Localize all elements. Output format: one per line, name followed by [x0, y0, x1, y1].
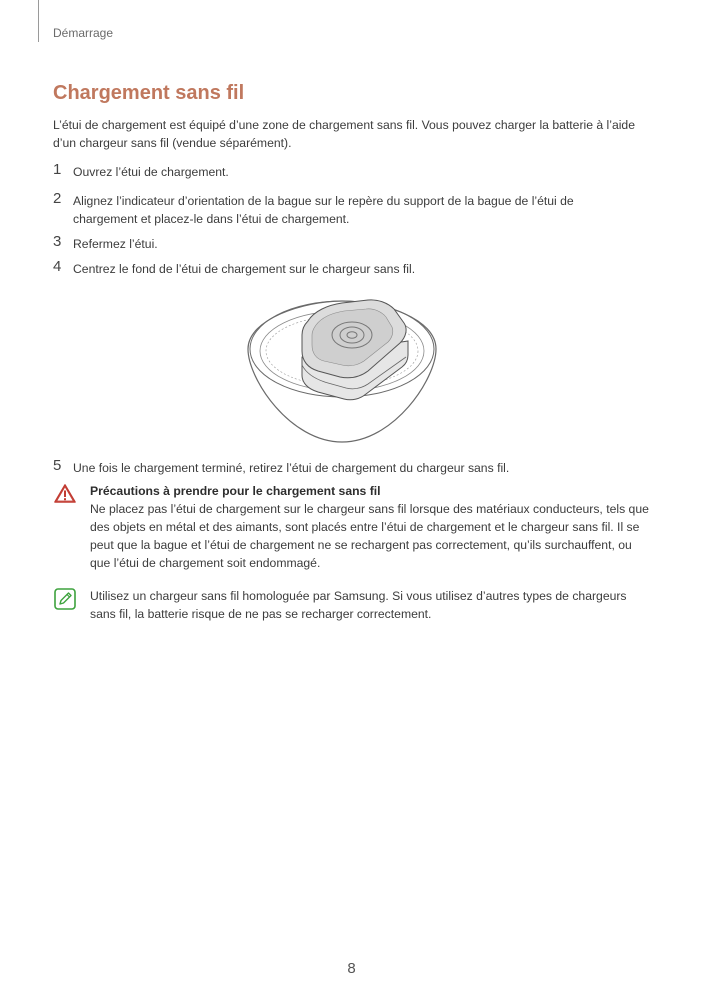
intro-paragraph: L’étui de chargement est équipé d’une zone de chargement sans fil. Vous pouvez charger la batterie à l’aide d’un chargeur sans fil (vendue séparément).: [53, 118, 635, 150]
running-header: Démarrage: [53, 26, 114, 40]
section-title: Chargement sans fil: [53, 82, 245, 104]
warning-icon: [53, 482, 77, 506]
step-text: Centrez le fond de l’étui de chargement sur le chargeur sans fil.: [73, 262, 416, 276]
note-pencil-icon: [53, 587, 77, 611]
step-number: 2: [53, 190, 62, 207]
caution-heading: Précautions à prendre pour le chargement sans fil: [90, 484, 381, 498]
step-number: 1: [53, 161, 62, 178]
step-text: Une fois le chargement terminé, retirez l’étui de chargement du chargeur sans fil.: [73, 461, 510, 475]
step-text: Refermez l’étui.: [73, 237, 158, 251]
step-number: 3: [53, 233, 62, 250]
step-text: Alignez l’indicateur d’orientation de la bague sur le repère du support de la bague de l’étui de chargement et placez-le dans l’étui de chargement.: [73, 194, 574, 226]
step-number: 4: [53, 258, 62, 275]
margin-rule: [38, 0, 39, 42]
step-number: 5: [53, 457, 62, 474]
step-text: Ouvrez l’étui de chargement.: [73, 165, 229, 179]
charging-case-on-wireless-charger-illustration: [244, 295, 440, 447]
caution-text: Ne placez pas l’étui de chargement sur le chargeur sans fil lorsque des matériaux conducteurs, tels que des objets en métal et des aimants, sont placés entre l’étui de chargement et le chargeur sans fil. Il se peut que la bague et l’étui de chargement ne se rechargent pas correctement, qu’ils surchauffent, ou que l’étui de chargement soit endommagé.: [90, 502, 649, 570]
note-text: Utilisez un chargeur sans fil homologuée par Samsung. Si vous utilisez d’autres types de chargeurs sans fil, la batterie risque de ne pas se recharger correctement.: [90, 589, 627, 621]
page-number: 8: [347, 960, 356, 977]
